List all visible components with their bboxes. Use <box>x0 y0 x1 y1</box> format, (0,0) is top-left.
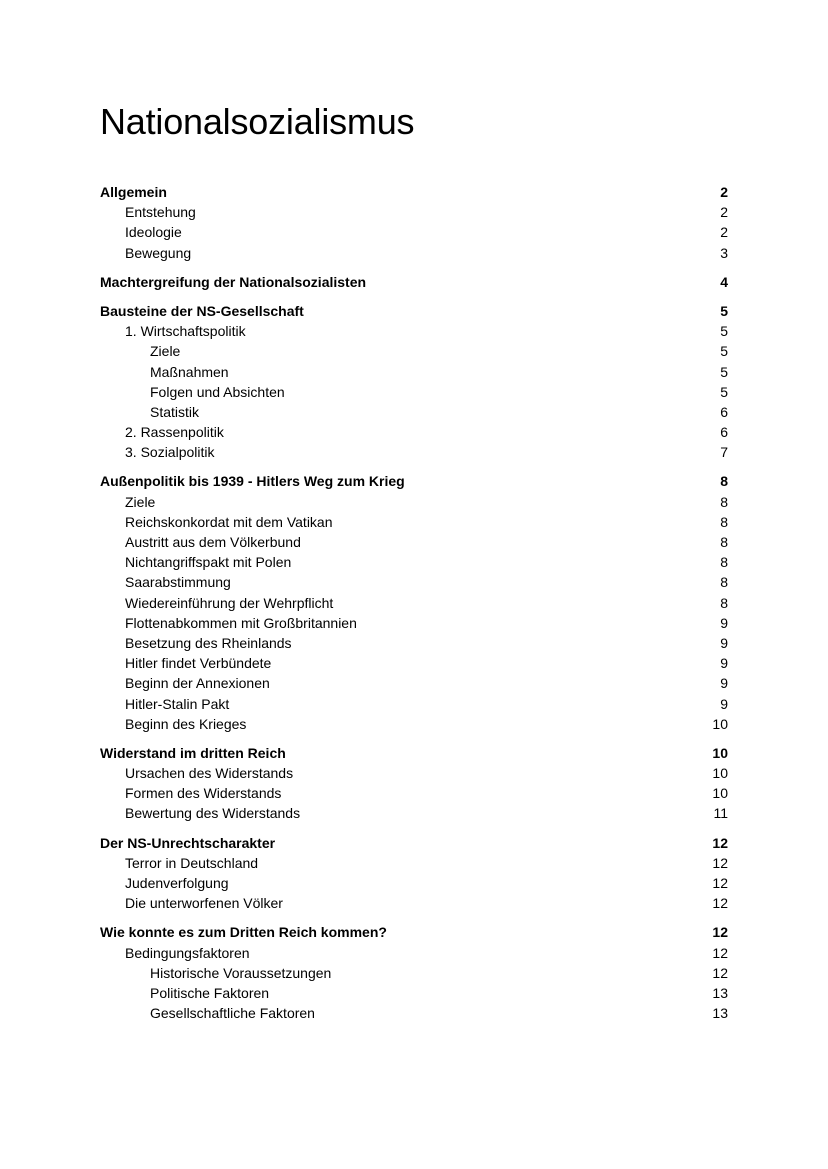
toc-page-number: 6 <box>720 424 728 441</box>
toc-entry-label: Judenverfolgung <box>125 875 229 891</box>
toc-entry-link[interactable] <box>100 983 728 1003</box>
toc-page-number: 5 <box>720 302 728 319</box>
toc-section <box>100 471 728 733</box>
toc-page-number: 9 <box>720 634 728 651</box>
toc-heading-link[interactable] <box>100 182 728 202</box>
toc-entry-label: 2. Rassenpolitik <box>125 424 224 441</box>
toc-entry-link[interactable] <box>100 532 728 552</box>
toc-section <box>100 922 728 1023</box>
toc-entry-label: Gesellschaftliche Faktoren <box>150 1005 315 1022</box>
toc-page-number: 4 <box>720 273 728 290</box>
toc-entry-label: Besetzung des Rheinlands <box>125 634 292 651</box>
toc-entry-link[interactable] <box>100 803 728 823</box>
toc-entry-label: Die unterworfenen Völker <box>125 895 283 912</box>
toc-entry-label: Bewertung des Widerstands <box>125 805 301 822</box>
toc-page-number: 12 <box>712 854 728 871</box>
toc-entry-link[interactable] <box>100 552 728 572</box>
toc-entry-label: Ziele <box>125 493 156 510</box>
toc-entry-link[interactable] <box>100 341 728 361</box>
toc-entry-link[interactable] <box>100 442 728 462</box>
toc-heading-link[interactable] <box>100 301 728 321</box>
toc-entry-label: Beginn des Krieges <box>125 715 247 732</box>
toc-heading-label: Widerstand im dritten Reich <box>100 744 286 761</box>
toc-entry-label: Flottenabkommen mit Großbritannien <box>125 614 357 631</box>
toc-heading-label: Allgemein <box>100 184 167 200</box>
toc-section <box>100 272 728 292</box>
toc-page-number: 5 <box>720 383 728 400</box>
toc-entry-label: Hitler findet Verbündete <box>125 655 272 672</box>
toc-entry-link[interactable] <box>100 714 728 734</box>
toc-entry-link[interactable] <box>100 873 728 893</box>
toc-page-number: 8 <box>720 554 728 571</box>
toc-entry-label: Beginn der Annexionen <box>125 675 270 692</box>
toc-page-number: 8 <box>720 513 728 530</box>
toc-entry-link[interactable] <box>100 321 728 341</box>
toc-entry-label: Nichtangriffspakt mit Polen <box>125 554 292 571</box>
toc-entry-link[interactable] <box>100 512 728 532</box>
toc-entry-label: Politische Faktoren <box>150 984 270 1001</box>
toc-heading-link[interactable] <box>100 922 728 942</box>
toc-entry-link[interactable] <box>100 382 728 402</box>
toc-page-number: 10 <box>712 744 728 761</box>
toc-entry-label: 1. Wirtschaftspolitik <box>125 323 246 340</box>
toc-page-number: 2 <box>720 224 728 241</box>
toc-page-number: 8 <box>720 534 728 550</box>
toc-page-number: 9 <box>720 675 728 692</box>
toc-section <box>100 743 728 824</box>
toc-entry-label: Ideologie <box>125 224 182 241</box>
toc-entry-link[interactable] <box>100 673 728 693</box>
toc-section <box>100 301 728 463</box>
toc-page-number: 9 <box>720 695 728 712</box>
toc-page-number: 10 <box>712 715 728 732</box>
toc-entry-label: Bedingungsfaktoren <box>125 944 250 961</box>
toc-page-number: 13 <box>712 984 728 1001</box>
toc-entry-label: Historische Voraussetzungen <box>150 964 332 981</box>
toc-entry-link[interactable] <box>100 492 728 512</box>
toc-page-number: 8 <box>720 574 728 591</box>
toc-page-number: 10 <box>712 765 728 782</box>
toc-page-number: 12 <box>712 834 728 851</box>
toc-page-number: 5 <box>720 323 728 340</box>
toc-entry-label: Ursachen des Widerstands <box>125 765 294 782</box>
toc-heading-link[interactable] <box>100 833 728 853</box>
toc-page-number: 2 <box>720 204 728 221</box>
toc-page-number: 8 <box>720 493 728 510</box>
toc-entry-label: Formen des Widerstands <box>125 785 282 802</box>
toc-entry-label: Hitler-Stalin Pakt <box>125 695 230 712</box>
document-page <box>100 100 728 1032</box>
toc-entry-label: Bewegung <box>125 244 192 261</box>
toc-entry-label: Saarabstimmung <box>125 574 231 591</box>
toc-section <box>100 833 728 914</box>
toc-page-number: 12 <box>712 924 728 941</box>
toc-entry-label: Statistik <box>150 403 200 420</box>
toc-heading-link[interactable] <box>100 272 728 292</box>
toc-heading-label: Der NS-Unrechtscharakter <box>100 834 276 851</box>
toc-entry-link[interactable] <box>100 893 728 913</box>
toc-page-number: 9 <box>720 614 728 631</box>
toc-page-number: 12 <box>712 875 728 891</box>
toc-entry-link[interactable] <box>100 633 728 653</box>
toc-entry-link[interactable] <box>100 572 728 592</box>
table-of-contents <box>100 182 728 1023</box>
document-title: Nationalsozialismus <box>100 101 415 142</box>
toc-page-number: 10 <box>712 785 728 802</box>
toc-entry-link[interactable] <box>100 222 728 242</box>
toc-entry-label: Maßnahmen <box>150 363 229 380</box>
toc-page-number: 11 <box>713 805 728 822</box>
toc-page-number: 5 <box>720 363 728 380</box>
toc-entry-link[interactable] <box>100 853 728 873</box>
toc-entry-link[interactable] <box>100 202 728 222</box>
toc-page-number: 6 <box>720 403 728 420</box>
toc-heading-label: Wie konnte es zum Dritten Reich kommen? <box>100 924 387 941</box>
toc-entry-label: Wiedereinführung der Wehrpflicht <box>125 594 334 611</box>
toc-entry-label: Folgen und Absichten <box>150 383 285 400</box>
toc-entry-label: 3. Sozialpolitik <box>125 444 215 461</box>
toc-heading-label: Außenpolitik bis 1939 - Hitlers Weg zum Krieg <box>100 473 405 490</box>
toc-entry-link[interactable] <box>100 362 728 382</box>
toc-entry-link[interactable] <box>100 1003 728 1023</box>
toc-entry-link[interactable] <box>100 402 728 422</box>
toc-page-number: 8 <box>720 473 728 490</box>
toc-page-number: 12 <box>712 944 728 961</box>
toc-page-number: 8 <box>720 594 728 611</box>
toc-entry-link[interactable] <box>100 783 728 803</box>
toc-entry-link[interactable] <box>100 653 728 673</box>
toc-page-number: 13 <box>712 1005 728 1022</box>
toc-heading-label: Bausteine der NS-Gesellschaft <box>100 302 304 319</box>
toc-entry-link[interactable] <box>100 763 728 783</box>
toc-page-number: 12 <box>712 895 728 912</box>
toc-entry-link[interactable] <box>100 243 728 263</box>
toc-entry-link[interactable] <box>100 613 728 633</box>
toc-page-number: 9 <box>720 655 728 672</box>
toc-entry-link[interactable] <box>100 694 728 714</box>
toc-section <box>100 182 728 263</box>
toc-heading-link[interactable] <box>100 743 728 763</box>
toc-heading-link[interactable] <box>100 471 728 491</box>
toc-page-number: 3 <box>720 244 728 261</box>
toc-entry-label: Ziele <box>150 343 181 360</box>
toc-page-number: 2 <box>720 184 728 200</box>
toc-entry-label: Austritt aus dem Völkerbund <box>125 534 301 550</box>
toc-page-number: 5 <box>720 343 728 360</box>
toc-entry-link[interactable] <box>100 963 728 983</box>
toc-entry-label: Reichskonkordat mit dem Vatikan <box>125 513 333 530</box>
toc-entry-link[interactable] <box>100 593 728 613</box>
toc-page-number: 7 <box>720 444 728 461</box>
toc-heading-label: Machtergreifung der Nationalsozialisten <box>100 273 367 290</box>
toc-page-number: 12 <box>712 964 728 981</box>
toc-entry-label: Entstehung <box>125 204 196 221</box>
toc-entry-link[interactable] <box>100 943 728 963</box>
toc-entry-link[interactable] <box>100 422 728 442</box>
toc-entry-label: Terror in Deutschland <box>125 854 259 871</box>
